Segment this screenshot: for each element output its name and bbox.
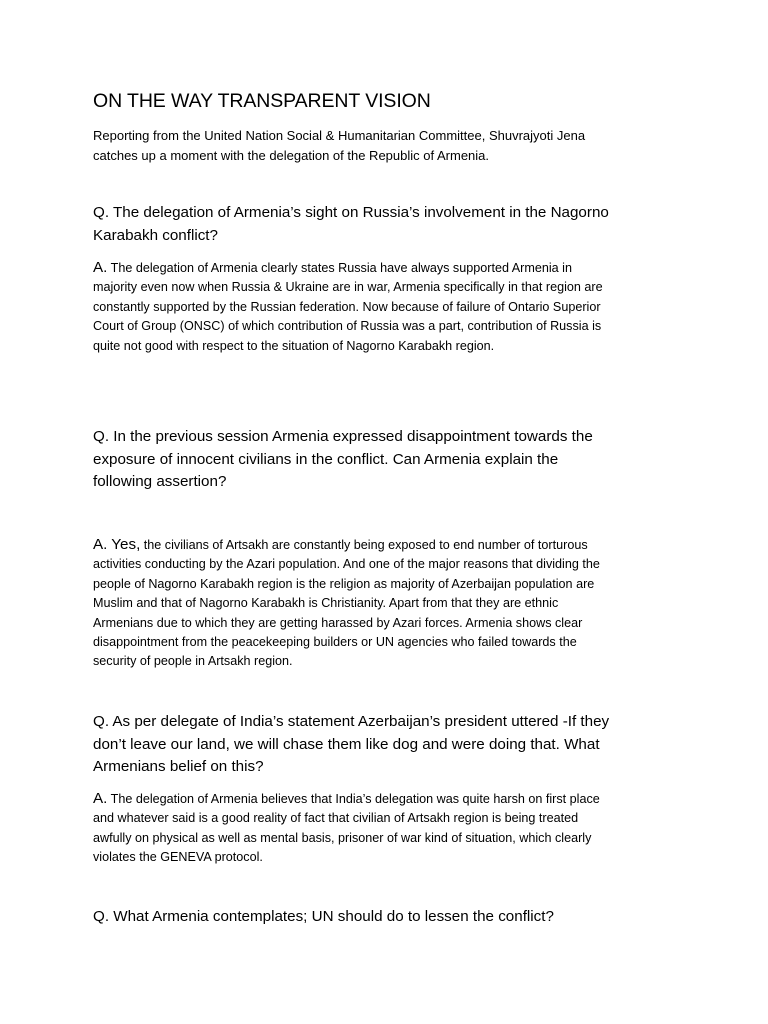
document-title: ON THE WAY TRANSPARENT VISION xyxy=(93,90,431,112)
question-line: Q. As per delegate of India’s statement Azerbaijan’s president uttered -If they xyxy=(93,713,610,730)
answer-line: and whatever said is a good reality of fact that civilian of Artsakh region is being treated xyxy=(93,811,579,826)
answer-line: Court of Group (ONSC) of which contribution of Russia was a part, contribution of Russia is xyxy=(93,319,602,334)
answer-line xyxy=(93,789,693,809)
answer-1 xyxy=(93,258,693,356)
answer-line xyxy=(93,258,693,278)
question-4 xyxy=(93,906,693,929)
question-line: Q. In the previous session Armenia expressed disappointment towards the xyxy=(93,428,593,445)
question-line: Q. What Armenia contemplates; UN should do to lessen the conflict? xyxy=(93,908,554,925)
answer-lead: A. Yes, xyxy=(93,536,141,553)
answer-line: disappointment from the peacekeeping builders or UN agencies who failed towards the xyxy=(93,635,577,650)
answer-line: constantly supported by the Russian federation. Now because of failure of Ontario Superior xyxy=(93,299,601,314)
answer-2 xyxy=(93,535,693,672)
question-2 xyxy=(93,426,693,494)
question-3 xyxy=(93,711,693,779)
question-line: don’t leave our land, we will chase them like dog and were doing that. What xyxy=(93,735,600,753)
answer-lead: A. xyxy=(93,259,108,276)
question-1 xyxy=(93,202,693,247)
intro-line: catches up a moment with the delegation of the Republic of Armenia. xyxy=(93,147,490,163)
answer-text: The delegation of Armenia clearly states Russia have always supported Armenia in xyxy=(107,261,572,275)
question-line: Karabakh conflict? xyxy=(93,226,218,244)
answer-line: activities conducting by the Azari population. And one of the major reasons that dividing the xyxy=(93,557,600,572)
question-line: Q. The delegation of Armenia’s sight on Russia’s involvement in the Nagorno xyxy=(93,204,609,221)
answer-line: awfully on physical as well as mental basis, prisoner of war kind of situation, which clearly xyxy=(93,830,592,845)
intro-paragraph xyxy=(93,126,653,165)
question-line: exposure of innocent civilians in the conflict. Can Armenia explain the xyxy=(93,450,559,468)
answer-line xyxy=(93,535,693,555)
question-line: Armenians belief on this? xyxy=(93,758,264,775)
answer-line: security of people in Artsakh region. xyxy=(93,654,293,669)
answer-lead: A. xyxy=(93,790,108,807)
answer-3 xyxy=(93,789,693,868)
answer-line: Muslim and that of Nagorno Karabakh is Christianity. Apart from that they are ethnic xyxy=(93,596,559,611)
answer-line: majority even now when Russia & Ukraine are in war, Armenia specifically in that region are xyxy=(93,280,603,295)
answer-line: people of Nagorno Karabakh region is the religion as majority of Azerbaijan population are xyxy=(93,576,595,591)
answer-text: the civilians of Artsakh are constantly being exposed to end number of torturous xyxy=(140,538,588,552)
intro-line: Reporting from the United Nation Social & Humanitarian Committee, Shuvrajyoti Jena xyxy=(93,128,586,143)
answer-line: violates the GENEVA protocol. xyxy=(93,850,263,865)
answer-line: Armenians due to which they are getting harassed by Azari forces. Armenia shows clear xyxy=(93,615,583,630)
answer-text: The delegation of Armenia believes that India’s delegation was quite harsh on first place xyxy=(107,792,600,806)
question-line: following assertion? xyxy=(93,473,227,490)
answer-line: quite not good with respect to the situation of Nagorno Karabakh region. xyxy=(93,338,495,353)
